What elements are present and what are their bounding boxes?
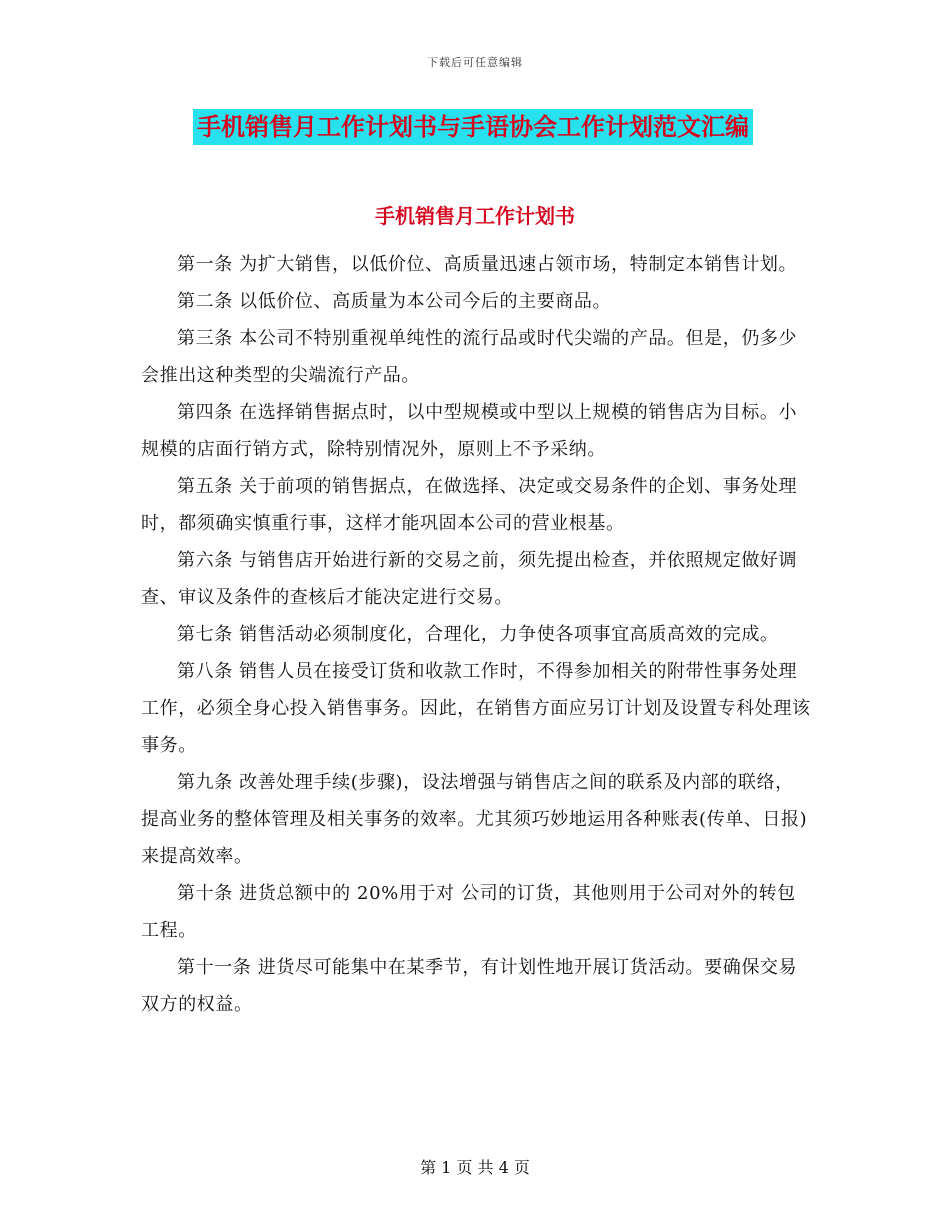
paragraph-article-5: 第五条 关于前项的销售据点，在做选择、决定或交易条件的企划、事务处理时，都须确实慎重行事，这样才能巩固本公司的营业根基。 (141, 476, 798, 534)
paragraph-article-8: 第八条 销售人员在接受订货和收款工作时，不得参加相关的附带性事务处理工作，必须全身心投入销售事务。因此，在销售方面应另订计划及设置专科处理该事务。 (141, 661, 811, 756)
header-note: 下载后可任意编辑 (427, 56, 523, 69)
paragraph-article-9: 第九条 改善处理手续(步骤)，设法增强与销售店之间的联系及内部的联络，提高业务的整体管理及相关事务的效率。尤其须巧妙地运用各种账表(传单、日报)来提高效率。 (141, 772, 808, 867)
paragraph-article-7: 第七条 销售活动必须制度化，合理化，力争使各项事宜高质高效的完成。 (177, 624, 779, 645)
paragraph-article-1: 第一条 为扩大销售，以低价位、高质量迅速占领市场，特制定本销售计划。 (177, 254, 798, 275)
paragraph-article-2: 第二条 以低价位、高质量为本公司今后的主要商品。 (177, 291, 612, 312)
paragraph-article-4: 第四条 在选择销售据点时，以中型规模或中型以上规模的销售店为目标。小规模的店面行销方式，除特别情况外，原则上不予采纳。 (141, 402, 798, 460)
paragraph-article-10: 第十条 进货总额中的 20%用于对 公司的订货，其他则用于公司对外的转包工程。 (141, 883, 796, 941)
paragraph-article-3: 第三条 本公司不特别重视单纯性的流行品或时代尖端的产品。但是，仍多少会推出这种类型的尖端流行产品。 (141, 328, 798, 386)
page-number-footer: 第 1 页 共 4 页 (420, 1158, 530, 1177)
paragraph-article-11: 第十一条 进货尽可能集中在某季节，有计划性地开展订货活动。要确保交易双方的权益。 (141, 957, 798, 1015)
document-body (141, 246, 811, 1023)
document-title: 手机销售月工作计划书与手语协会工作计划范文汇编 (193, 109, 753, 145)
section-title: 手机销售月工作计划书 (375, 204, 575, 228)
paragraph-article-6: 第六条 与销售店开始进行新的交易之前，须先提出检查，并依照规定做好调查、审议及条件的查核后才能决定进行交易。 (141, 550, 798, 608)
